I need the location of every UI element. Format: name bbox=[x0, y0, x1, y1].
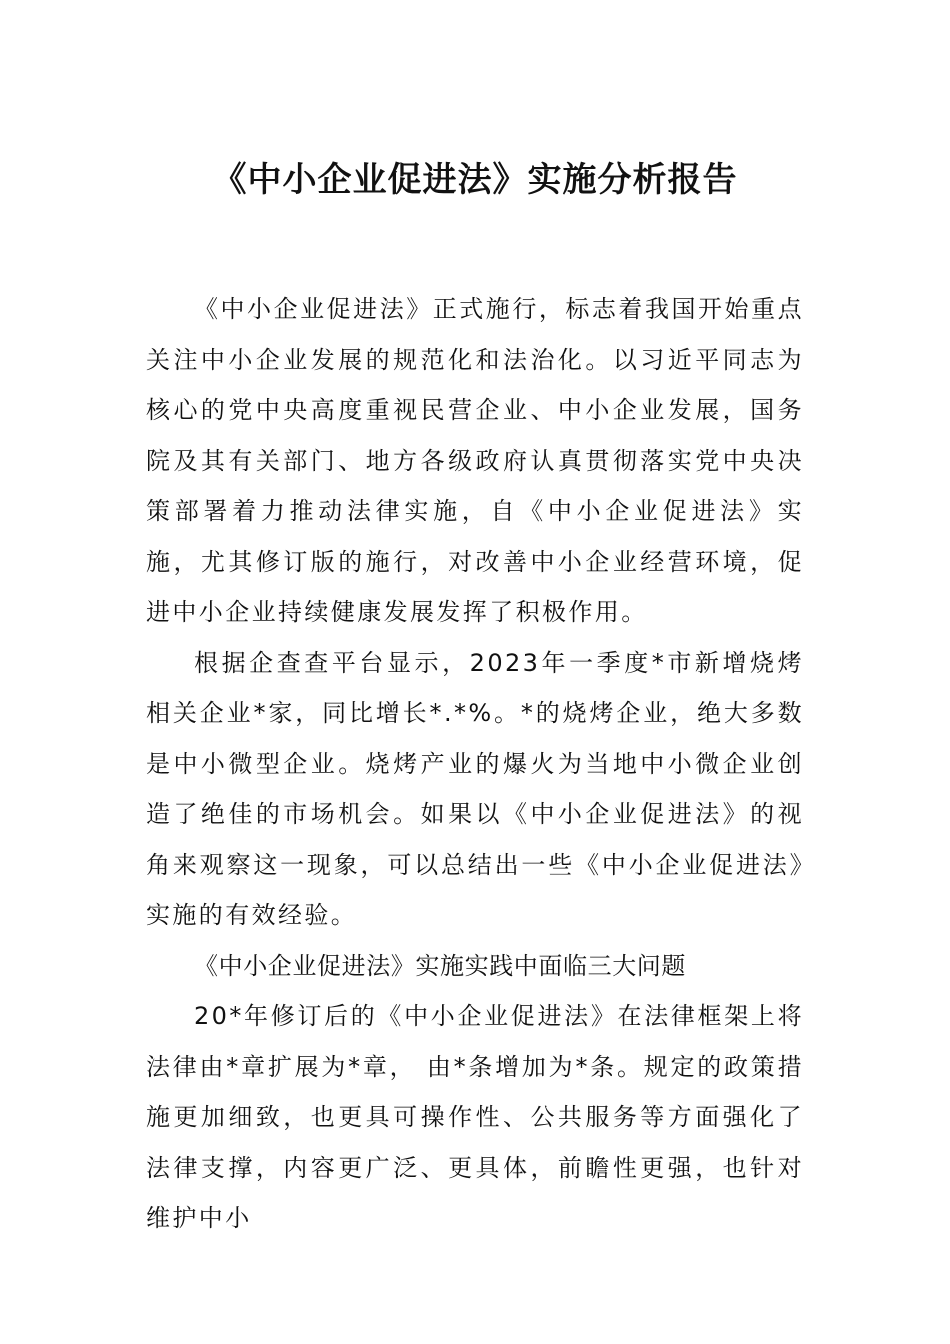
document-title: 《中小企业促进法》实施分析报告 bbox=[212, 160, 738, 200]
paragraph-revision: 20*年修订后的《中小企业促进法》在法律框架上将法律由*章扩展为*章， 由*条增加为*条。规定的政策措施更加细致，也更具可操作性、公共服务等方面强化了法律支撑，内容更广泛、更具体，前瞻性更强，也针对维护中小 bbox=[146, 1002, 804, 1232]
document-body bbox=[146, 284, 804, 1244]
paragraph-bbq-data: 根据企查查平台显示，2023年一季度*市新增烧烤相关企业*家，同比增长*.*%。*的烧烤企业，绝大多数是中小微型企业。烧烤产业的爆火为当地中小微企业创造了绝佳的市场机会。如果以《中小企业促进法》的视角来观察这一现象，可以总结出一些《中小企业促进法》实施的有效经验。 bbox=[146, 648, 804, 929]
paragraph-intro: 《中小企业促进法》正式施行，标志着我国开始重点关注中小企业发展的规范化和法治化。以习近平同志为核心的党中央高度重视民营企业、中小企业发展，国务院及其有关部门、地方各级政府认真贯彻落实党中央决策部署着力推动法律实施，自《中小企业促进法》实施，尤其修订版的施行，对改善中小企业经营环境，促进中小企业持续健康发展发挥了积极作用。 bbox=[146, 295, 804, 626]
section-heading: 《中小企业促进法》实施实践中面临三大问题 bbox=[194, 951, 686, 980]
